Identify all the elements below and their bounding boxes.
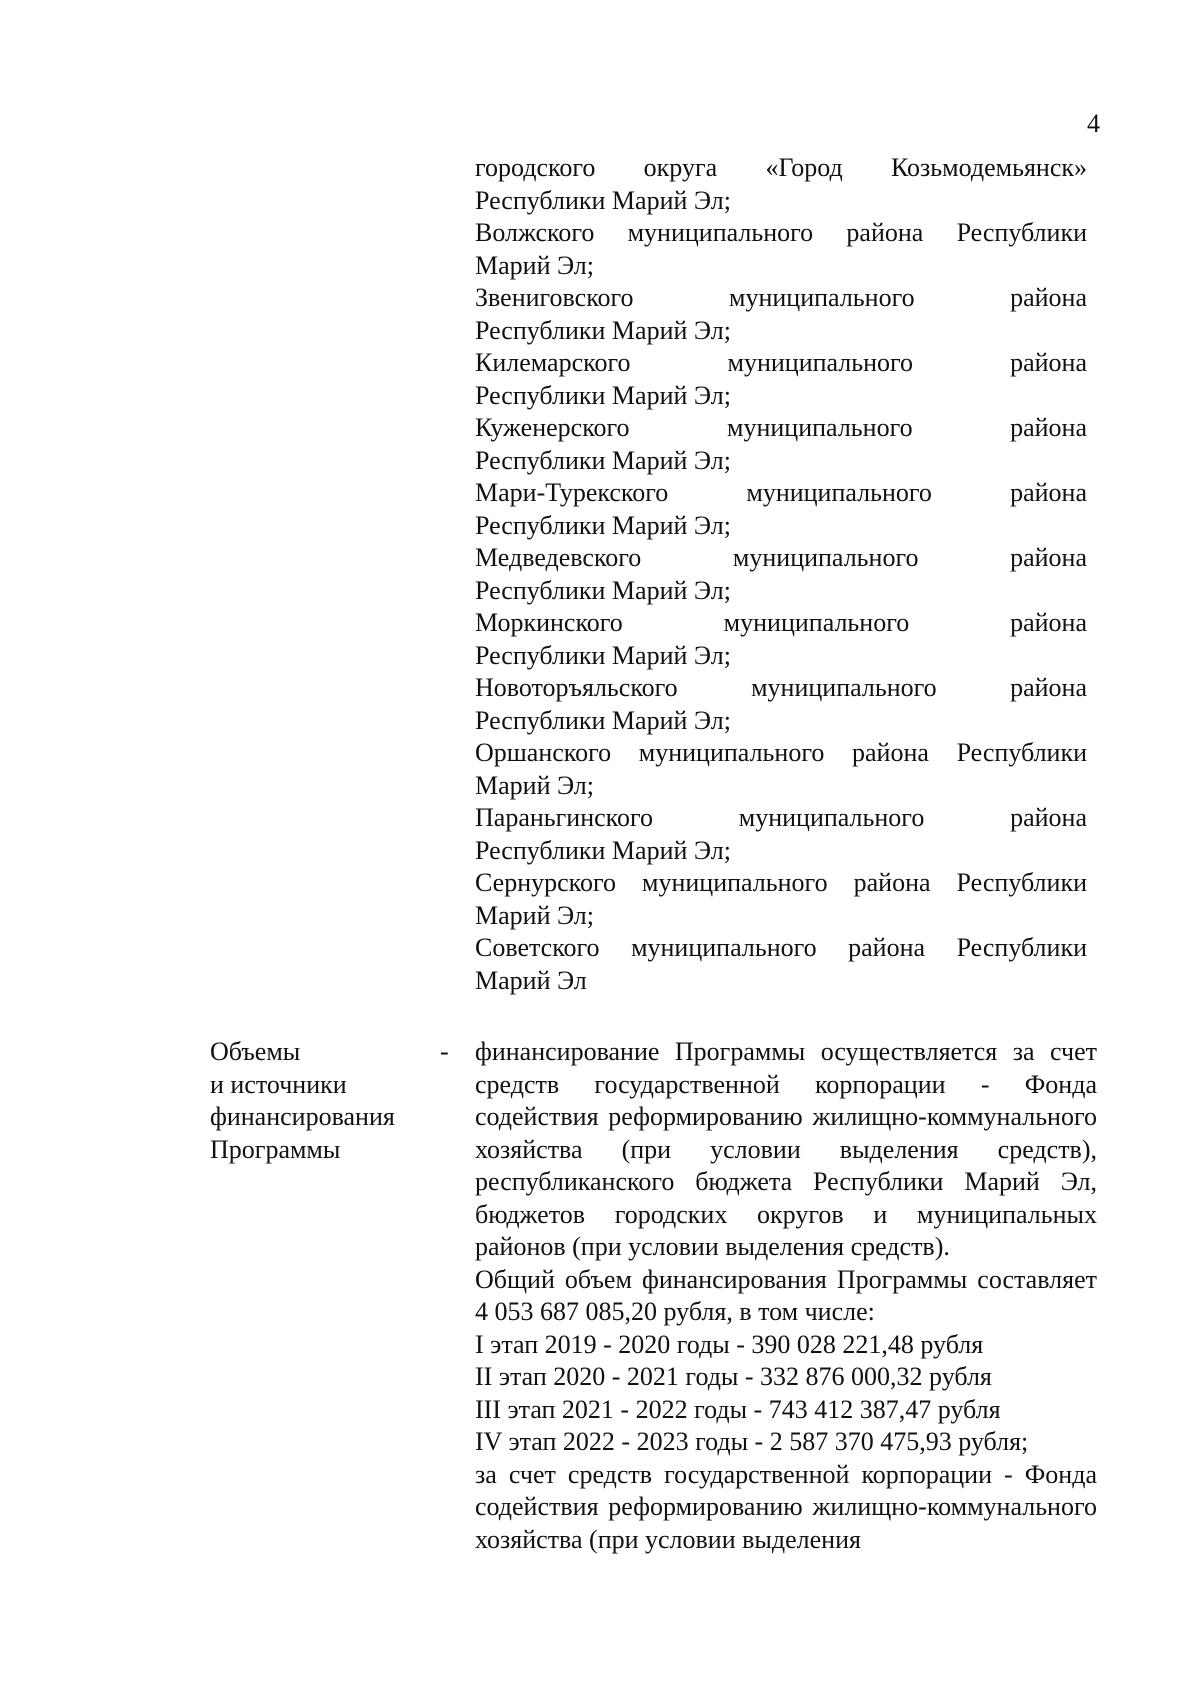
municipality-entry bbox=[475, 412, 1087, 477]
financing-label-line: Программы bbox=[210, 1134, 341, 1164]
municipality-entry bbox=[475, 867, 1087, 932]
municipality-entry bbox=[475, 802, 1087, 867]
municipality-region: Марий Эл; bbox=[475, 250, 595, 280]
financing-label-line: и источники bbox=[210, 1069, 347, 1099]
stage-line: III этап 2021 - 2022 годы - 743 412 387,47 рубля bbox=[475, 1394, 1001, 1424]
municipality-name: Килемарского муниципального района bbox=[475, 348, 1087, 377]
municipality-name: Параньгинского муниципального района bbox=[475, 803, 1087, 832]
municipality-entry bbox=[475, 737, 1087, 802]
financing-label-line: Объемы bbox=[210, 1037, 301, 1066]
stage-line: I этап 2019 - 2020 годы - 390 028 221,48 рубля bbox=[475, 1329, 984, 1359]
municipality-name: Медведевского муниципального района bbox=[475, 543, 1087, 572]
municipality-name: городского округа «Город Козьмодемьянск» bbox=[475, 153, 1087, 182]
municipality-entry bbox=[475, 932, 1087, 997]
municipality-name: Звениговского муниципального района bbox=[475, 283, 1087, 312]
financing-fund-paragraph: за счет средств государственной корпорации - Фонда содействия реформированию жилищно-коммунального хозяйства (при условии выделения bbox=[475, 1459, 1097, 1554]
stage-line: II этап 2020 - 2021 годы - 332 876 000,32 рубля bbox=[475, 1362, 992, 1391]
label-dash: - bbox=[440, 1037, 449, 1066]
municipality-region: Марий Эл; bbox=[475, 900, 595, 930]
municipality-entry bbox=[475, 152, 1087, 217]
financing-content bbox=[475, 1036, 1097, 1556]
municipality-name: Советского муниципального района Республики bbox=[475, 933, 1087, 962]
municipality-name: Оршанского муниципального района Республики bbox=[475, 738, 1087, 767]
municipality-entry bbox=[475, 282, 1087, 347]
municipality-name: Моркинского муниципального района bbox=[475, 608, 1087, 637]
municipality-name: Волжского муниципального района Республики bbox=[475, 218, 1087, 247]
municipality-region: Республики Марий Эл; bbox=[475, 575, 731, 605]
municipality-name: Мари-Турекского муниципального района bbox=[475, 478, 1087, 507]
page-number: 4 bbox=[1087, 109, 1100, 138]
municipality-region: Марий Эл; bbox=[475, 770, 595, 800]
financing-label-line: финансирования bbox=[210, 1102, 395, 1131]
municipality-entry bbox=[475, 672, 1087, 737]
financing-label bbox=[210, 1036, 430, 1166]
municipality-region: Республики Марий Эл; bbox=[475, 315, 731, 345]
stage-line: IV этап 2022 - 2023 годы - 2 587 370 475,93 рубля; bbox=[475, 1427, 1029, 1456]
municipality-region: Марий Эл bbox=[475, 965, 587, 995]
municipality-name: Новоторъяльского муниципального района bbox=[475, 673, 1087, 702]
municipality-name: Сернурского муниципального района Республики bbox=[475, 868, 1087, 897]
municipality-list bbox=[475, 152, 1087, 997]
municipality-region: Республики Марий Эл; bbox=[475, 510, 731, 540]
municipality-entry bbox=[475, 217, 1087, 282]
municipality-region: Республики Марий Эл; bbox=[475, 640, 731, 670]
municipality-entry bbox=[475, 542, 1087, 607]
municipality-region: Республики Марий Эл; bbox=[475, 445, 731, 475]
financing-total-paragraph: Общий объем финансирования Программы составляет 4 053 687 085,20 рубля, в том числе: bbox=[475, 1264, 1097, 1326]
municipality-name: Куженерского муниципального района bbox=[475, 413, 1087, 442]
municipality-entry bbox=[475, 347, 1087, 412]
municipality-entry bbox=[475, 607, 1087, 672]
municipality-region: Республики Марий Эл; bbox=[475, 705, 731, 735]
municipality-entry bbox=[475, 477, 1087, 542]
financing-sources-paragraph: финансирование Программы осуществляется за счет средств государственной корпорации - Фонда содействия реформированию жилищно-коммунального хозяйства (при условии выделения средств), республиканского бюджета Республики Марий Эл, бюджетов городских округов и муниципальных районов (при условии выделения средств). bbox=[475, 1037, 1097, 1261]
municipality-region: Республики Марий Эл; bbox=[475, 835, 731, 865]
municipality-region: Республики Марий Эл; bbox=[475, 380, 731, 410]
municipality-region: Республики Марий Эл; bbox=[475, 185, 731, 215]
